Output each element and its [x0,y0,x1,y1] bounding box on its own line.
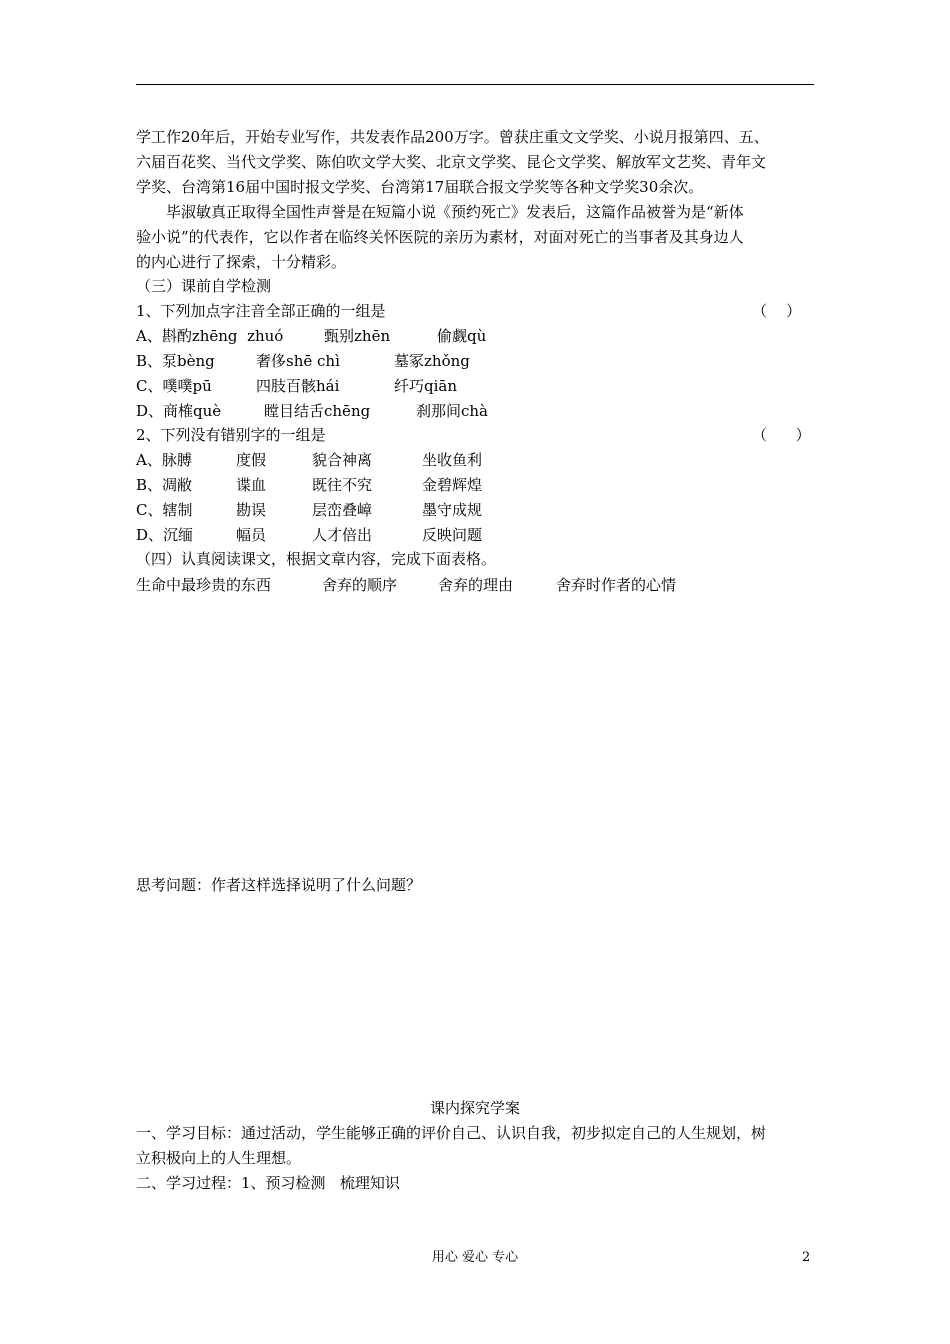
table-header: 舍弃的理由 [438,576,514,594]
process-line: 二、学习过程：1、预习检测 梳理知识 [136,1174,400,1192]
think-question: 思考问题：作者这样选择说明了什么问题？ [136,876,422,894]
inclass-title: 课内探究学案 [429,1099,520,1117]
table-header: 舍弃时作者的心情 [556,576,677,594]
objective-line: 立积极向上的人生理想。 [136,1149,302,1167]
q1-option-c: C、噗噗pū 四肢百骸hái 纤巧qiān [136,377,458,395]
answer-paren: （ ） [752,302,802,320]
q1-option-d: D、商榷què 瞠目结舌chēng 刹那间chà [136,402,489,420]
paragraph-line: 的内心进行了探索，十分精彩。 [136,253,347,271]
paragraph-line: 六届百花奖、当代文学奖、陈伯吹文学大奖、北京文学奖、昆仑文学奖、解放军文艺奖、青年文 [136,153,767,171]
question-1: 1、下列加点字注音全部正确的一组是 [136,302,386,320]
page-footer: 用心 爱心 专心 [431,1250,519,1265]
paragraph-line: 毕淑敏真正取得全国性声誉是在短篇小说《预约死亡》发表后，这篇作品被誉为是“新体 [166,203,744,221]
paragraph-line: 学工作20年后，开始专业写作，共发表作品200万字。曾获庄重文文学奖、小说月报第四、五、 [136,128,769,146]
table-header: 舍弃的顺序 [322,576,398,594]
header-rule [136,84,814,85]
q2-option-c: C、辖制 勘误 层峦叠嶂 墨守成规 [136,501,483,519]
table-header-row [136,575,677,675]
paragraph-line: 验小说”的代表作，它以作者在临终关怀医院的亲历为素材，对面对死亡的当事者及其身边人 [136,228,744,246]
section-4-title: （四）认真阅读课文，根据文章内容，完成下面表格。 [136,550,497,568]
paragraph-line: 学奖、台湾第16届中国时报文学奖、台湾第17届联合报文学奖等各种文学奖30余次。 [136,178,704,196]
q2-option-b: B、凋敝 谍血 既往不究 金碧辉煌 [136,476,483,494]
question-2: 2、下列没有错别字的一组是 [136,426,326,444]
table-header: 生命中最珍贵的东西 [136,576,272,594]
answer-paren: （ ） [752,426,811,444]
q2-option-d: D、沉缅 幅员 人才倍出 反映问题 [136,526,483,544]
q1-option-a: A、斟酌zhēng zhuó 甄别zhēn 偷觑qù [136,327,487,345]
page-number: 2 [802,1250,811,1265]
section-3-title: （三）课前自学检测 [136,277,272,295]
q2-option-a: A、脉膊 度假 貌合神离 坐收鱼利 [136,451,483,469]
q1-option-b: B、泵bèng 奢侈shē chì 墓冢zhǒng [136,352,470,370]
objective-line: 一、学习目标：通过活动，学生能够正确的评价自己、认识自我，初步拟定自己的人生规划，树 [136,1124,767,1142]
